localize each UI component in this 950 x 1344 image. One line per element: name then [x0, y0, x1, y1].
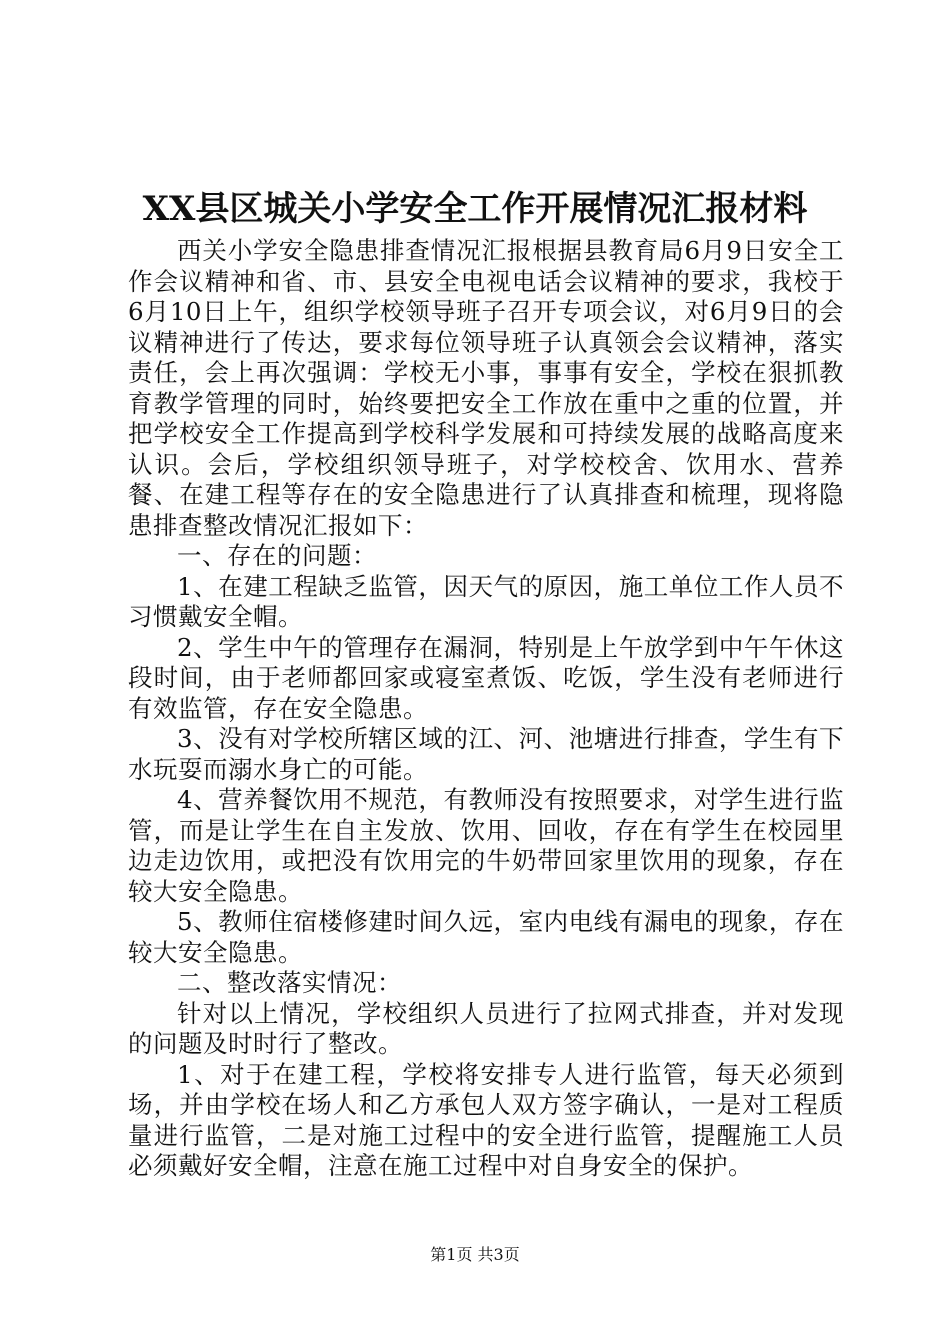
section-heading-rectification: 二、整改落实情况：: [177, 968, 402, 997]
problem-item-1: 1、在建工程缺乏监管，因天气的原因，施工单位工作人员不习惯戴安全帽。: [128, 571, 844, 631]
page-footer: 第1页 共3页: [430, 1245, 520, 1264]
document-body: [128, 236, 844, 1182]
rectification-item-1: 1、对于在建工程，学校将安排专人进行监管，每天必须到场，并由学校在场人和乙方承包人双方签字确认，一是对工程质量进行监管，二是对施工过程中的安全进行监管，提醒施工人员必须戴好安全帽，注意在施工过程中对自身安全的保护。: [128, 1059, 844, 1180]
problem-item-3: 3、没有对学校所辖区域的江、河、池塘进行排查，学生有下水玩耍而溺水身亡的可能。: [128, 724, 844, 784]
document-title: XX县区城关小学安全工作开展情况汇报材料: [142, 189, 808, 229]
intro-paragraph: 西关小学安全隐患排查情况汇报根据县教育局6月9日安全工作会议精神和省、市、县安全电视电话会议精神的要求，我校于6月10日上午，组织学校领导班子召开专项会议，对6月9日的会议精神进行了传达，要求每位领导班子认真领会会议精神，落实责任，会上再次强调：学校无小事，事事有安全，学校在狠抓教育教学管理的同时，始终要把安全工作放在重中之重的位置，并把学校安全工作提高到学校科学发展和可持续发展的战略高度来认识。会后，学校组织领导班子，对学校校舍、饮用水、营养餐、在建工程等存在的安全隐患进行了认真排查和梳理，现将隐患排查整改情况汇报如下：: [128, 236, 844, 540]
problem-item-2: 2、学生中午的管理存在漏洞，特别是上午放学到中午午休这段时间，由于老师都回家或寝室煮饭、吃饭，学生没有老师进行有效监管，存在安全隐患。: [128, 632, 844, 723]
section-heading-problems: 一、存在的问题：: [177, 541, 377, 570]
rectification-intro: 针对以上情况，学校组织人员进行了拉网式排查，并对发现的问题及时时行了整改。: [128, 998, 844, 1058]
problem-item-5: 5、教师住宿楼修建时间久远，室内电线有漏电的现象，存在较大安全隐患。: [128, 907, 844, 967]
problem-item-4: 4、营养餐饮用不规范，有教师没有按照要求，对学生进行监管，而是让学生在自主发放、饮用、回收，存在有学生在校园里边走边饮用，或把没有饮用完的牛奶带回家里饮用的现象，存在较大安全隐患。: [128, 785, 844, 906]
